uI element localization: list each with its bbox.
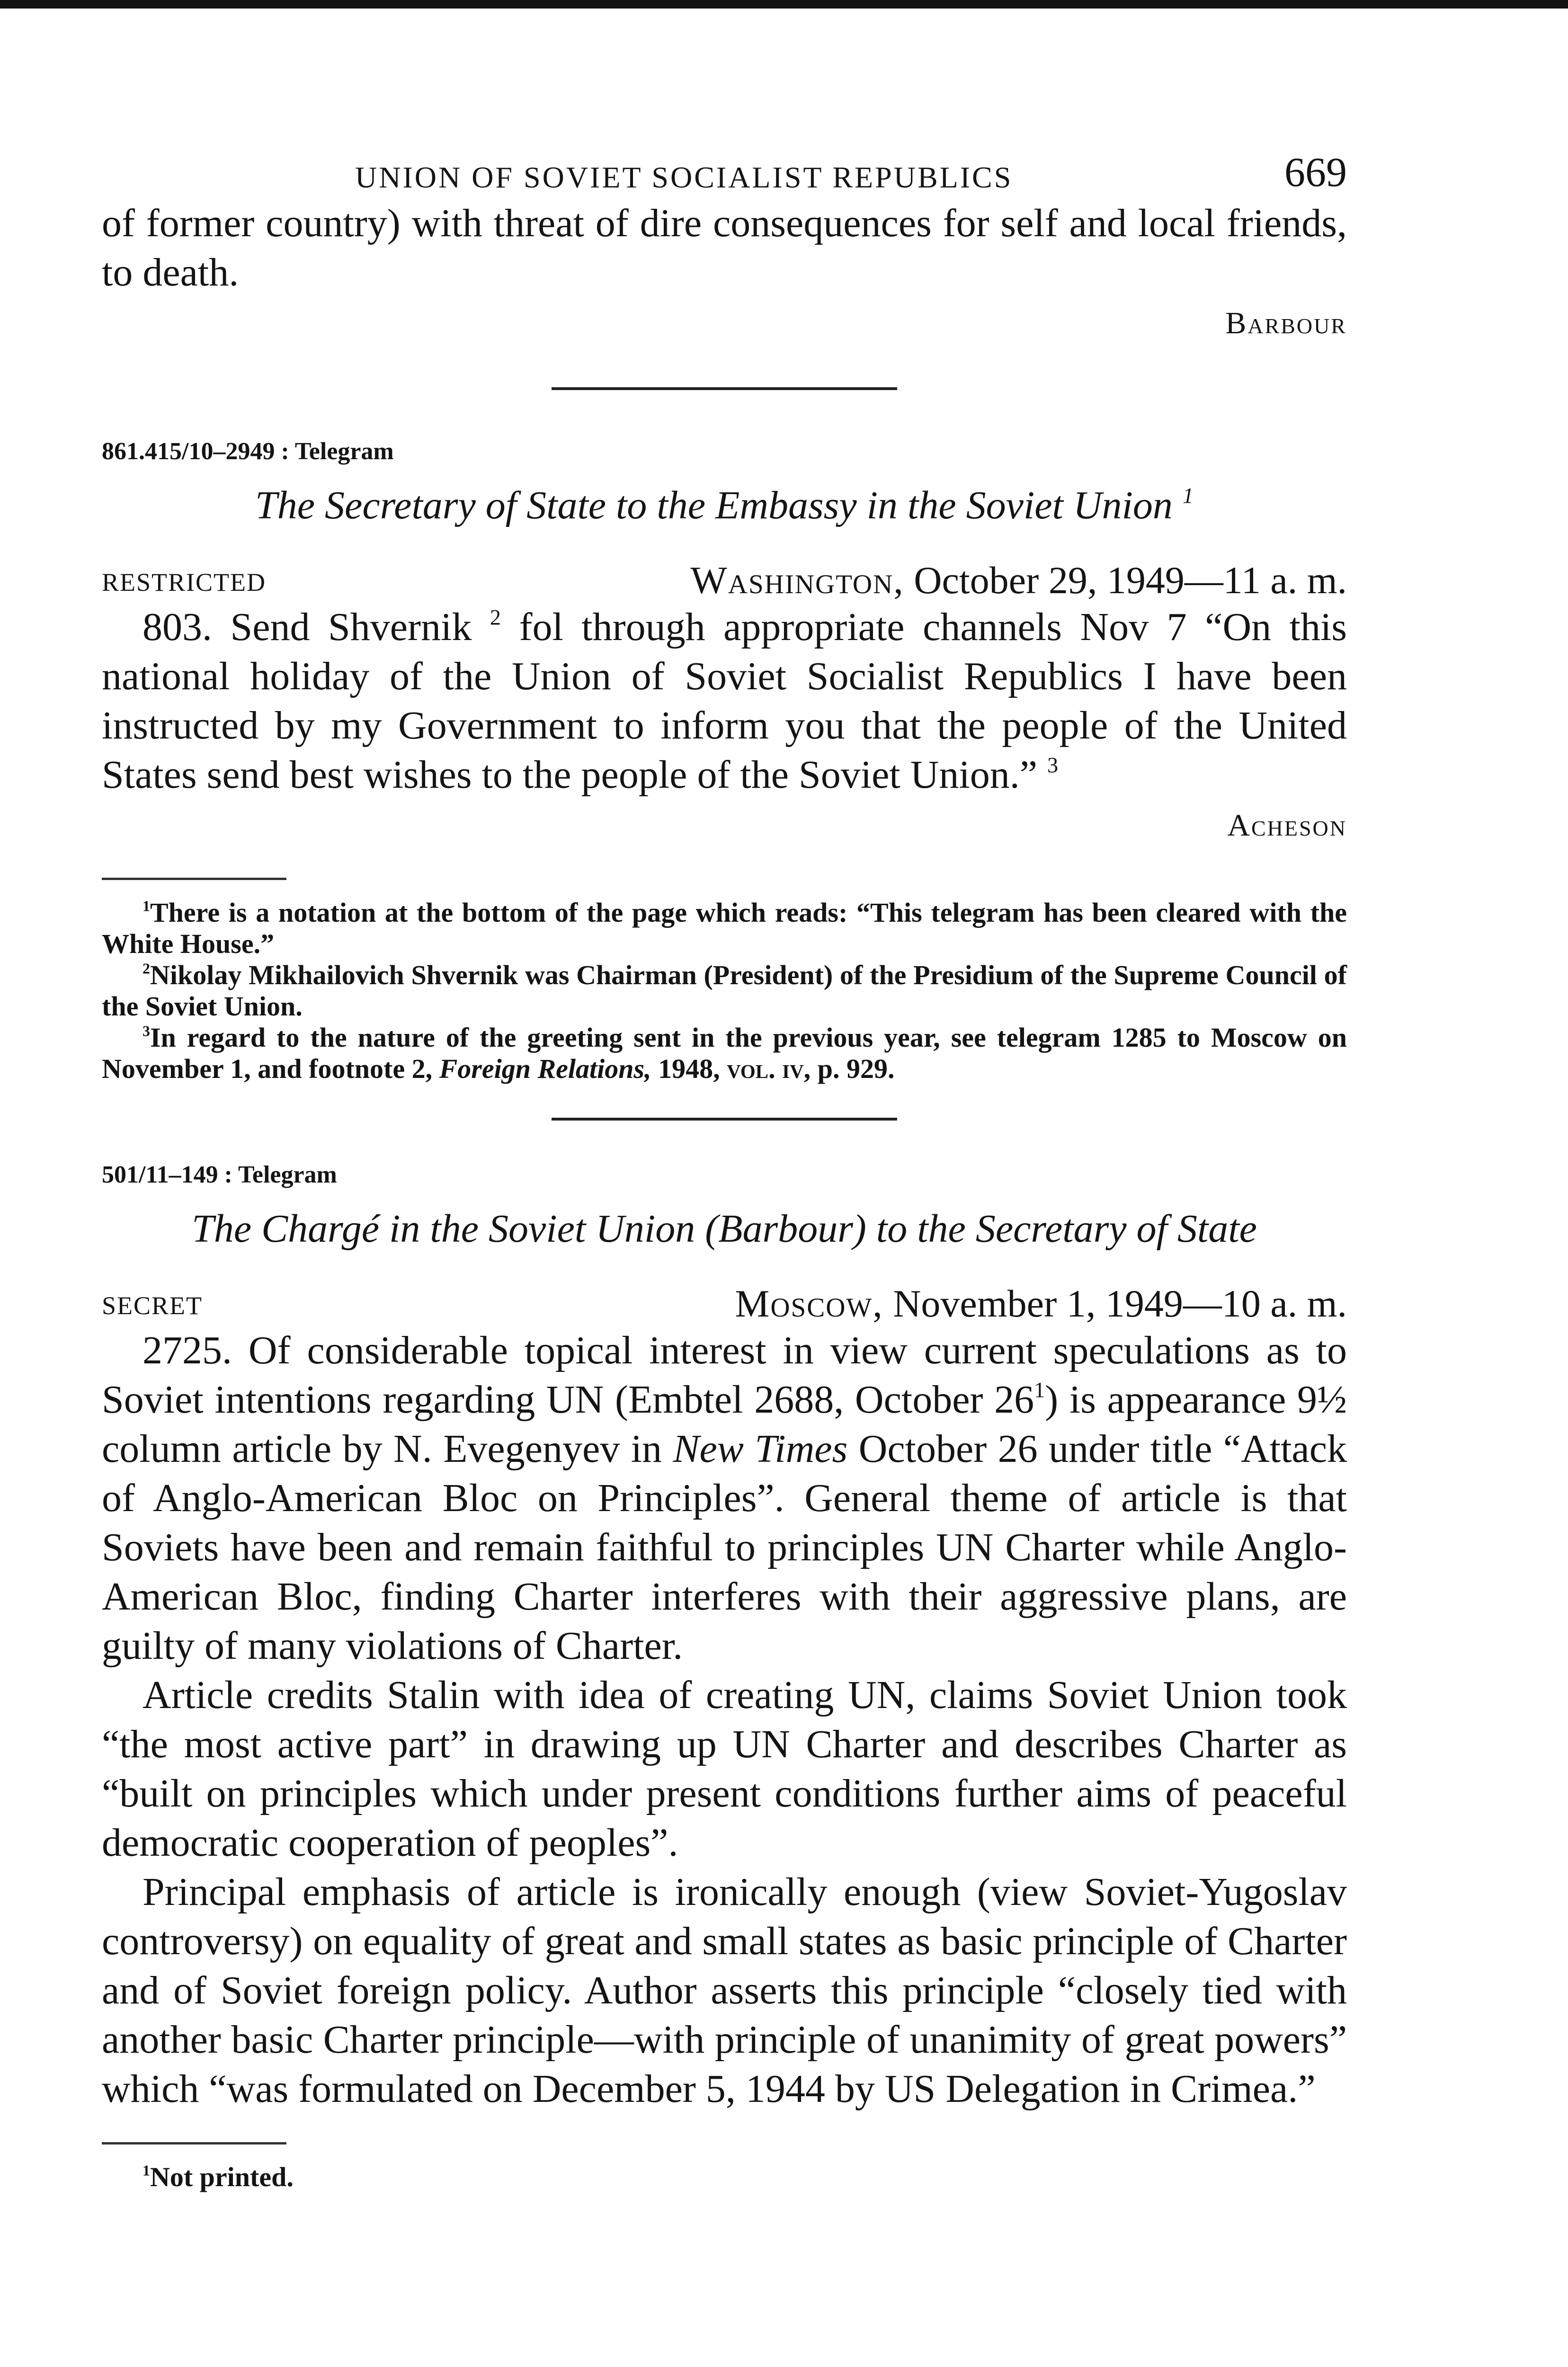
body-text: October 26 under title “Attack of Anglo-American Bloc on Principles”. General theme of article is that Soviets have been and remain faithful to principles UN Charter while Anglo-American Bloc, finding Charter interferes with their aggressive plans, are guilty of many violations of Charter. <box>102 1427 1347 1668</box>
running-title: UNION OF SOVIET SOCIALIST REPUBLICS <box>355 160 1013 194</box>
running-head <box>102 142 1347 199</box>
body-text: ) is appearance 9½ column article by N. Evegenyev in <box>102 1378 1347 1471</box>
section-divider <box>552 1118 897 1121</box>
footnote-text: In regard to the nature of the greeting sent in the previous year, see telegram 1285 to Moscow on November 1, and footnote 2, <box>102 1022 1347 1084</box>
date-text: October 29, 1949—11 a. m. <box>914 559 1347 602</box>
footnote-mark: 2 <box>143 960 150 977</box>
place-name: Washington, <box>690 559 904 602</box>
date-line <box>735 1281 1347 1326</box>
place-name: Moscow, <box>735 1282 883 1325</box>
file-reference-2: 501/11–149 : Telegram <box>102 1161 337 1188</box>
volume-ref: vol. iv, <box>727 1053 811 1084</box>
telegram-paragraph-3: Principal emphasis of article is ironically enough (view Soviet-Yugoslav controversy) on equality of great and small states as basic principle of Charter and of Soviet foreign policy. Author asserts this principle “closely tied with another basic Charter principle—with principle of unanimity of great powers” which “was formulated on December 5, 1944 by US Delegation in Crimea.” <box>102 1870 1347 2111</box>
publication-title: New Times <box>673 1427 848 1471</box>
footnote-mark: 3 <box>1047 753 1059 777</box>
footnote-mark: 1 <box>143 898 150 915</box>
continuation-paragraph: of former country) with threat of dire consequences for self and local friends, to death. <box>102 201 1347 294</box>
signature-acheson: Acheson <box>1227 808 1347 843</box>
footnote-text: There is a notation at the bottom of the page which reads: “This telegram has been cleared with the White House.” <box>102 897 1347 959</box>
footnote-2 <box>102 960 1347 1022</box>
body-text: 803. Send Shvernik <box>143 605 472 649</box>
date-text: November 1, 1949—10 a. m. <box>893 1282 1347 1325</box>
telegram-paragraph-1 <box>102 1326 1347 1671</box>
dateline-1 <box>102 550 1347 603</box>
journal-title: Foreign Relations, <box>439 1053 651 1084</box>
date-line <box>690 558 1347 603</box>
telegram-paragraph-2: Article credits Stalin with idea of creating UN, claims Soviet Union took “the most active part” in drawing up UN Charter and describes Charter as “built on principles which under present conditions further aims of peaceful democratic cooperation of peoples”. <box>102 1673 1347 1865</box>
telegram-body-1 <box>102 603 1347 800</box>
body-text: 2725. Of considerable topical interest in view current speculations as to Soviet intentions regarding UN (Embtel 2688, October 26 <box>102 1328 1347 1422</box>
footnote-mark: 3 <box>143 1023 150 1040</box>
document-title-text: The Secretary of State to the Embassy in the Soviet Union <box>255 483 1173 527</box>
footnote-mark: 1 <box>1034 1378 1045 1402</box>
footnote-text: p. 929. <box>817 1053 895 1084</box>
footnote-text: 1948, <box>658 1053 720 1084</box>
scan-top-border <box>0 0 1568 9</box>
footnote-mark: 1 <box>143 2162 150 2179</box>
document-title-1 <box>102 480 1347 532</box>
document-page <box>102 142 1347 2193</box>
classification-label: SECRET <box>102 1291 203 1320</box>
document-title-2: The Chargé in the Soviet Union (Barbour) to the Secretary of State <box>192 1207 1257 1251</box>
classification-label: RESTRICTED <box>102 568 267 596</box>
signature-barbour: Barbour <box>1225 306 1347 340</box>
footnote-mark: 2 <box>490 605 501 630</box>
body-text: fol through appropriate channels Nov 7 “On this national holiday of the Union of Soviet Socialist Republics I have been instructed by my Government to inform you that the people of the United States send best wishes to the people of the Soviet Union.” <box>102 605 1347 797</box>
file-reference-1: 861.415/10–2949 : Telegram <box>102 438 394 465</box>
footnote-1 <box>102 897 1347 960</box>
footnote-rule <box>102 2142 286 2145</box>
footnotes-section-1 <box>102 897 1347 1085</box>
footnote-3 <box>102 1022 1347 1085</box>
footnote-text: Not printed. <box>150 2162 294 2192</box>
footnote-mark: 1 <box>1182 483 1194 508</box>
section-divider <box>552 387 897 390</box>
footnote-text: Nikolay Mikhailovich Shvernik was Chairman (President) of the Presidium of the Supreme Council of the Soviet Union. <box>102 960 1347 1022</box>
footnote-rule <box>102 878 286 880</box>
footnote-not-printed <box>102 2162 1347 2193</box>
page-number: 669 <box>1284 150 1347 196</box>
dateline-2 <box>102 1273 1347 1326</box>
